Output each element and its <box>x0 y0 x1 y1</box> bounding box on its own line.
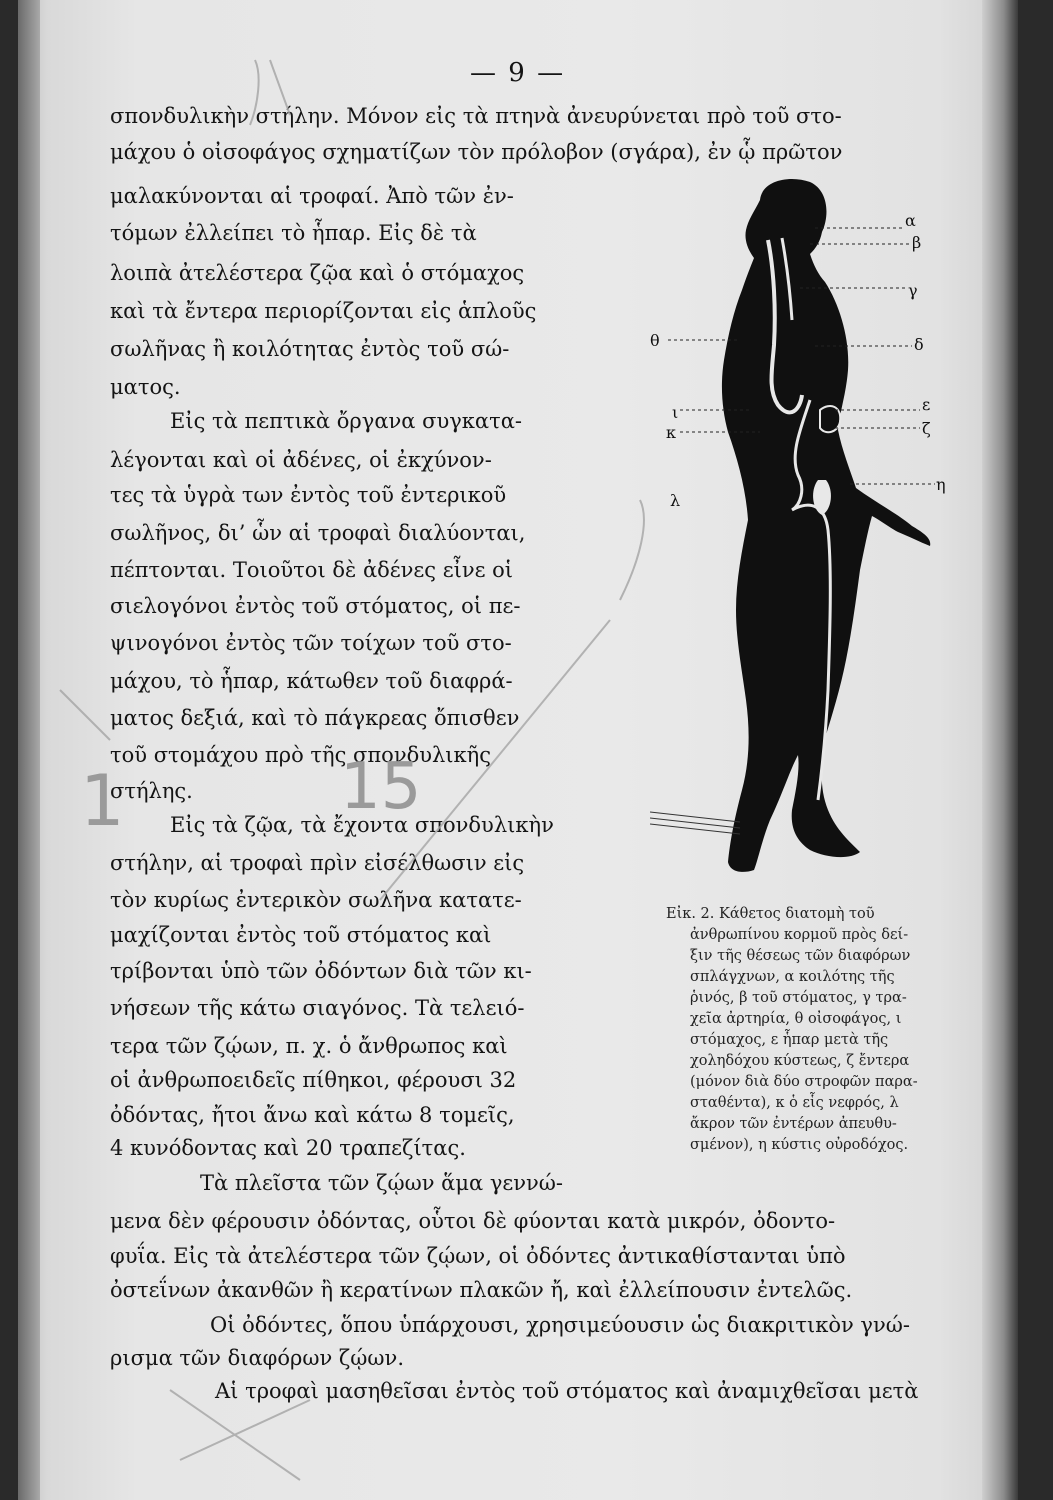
caption-line: σπλάγχνων, α κοιλότης τῆς <box>690 969 895 985</box>
caption-line: στόμαχος, ε ἧπαρ μετὰ τῆς <box>690 1032 889 1048</box>
text-line: ρισμα τῶν διαφόρων ζῴων. <box>110 1346 404 1370</box>
text-line: στήλης. <box>110 779 193 803</box>
caption-line: ῥινός, β τοῦ στόματος, γ τρα- <box>690 990 907 1006</box>
label-gamma: γ <box>908 281 918 300</box>
text-line: ματος. <box>110 375 181 399</box>
text-line: σιελογόνοι ἐντὸς τοῦ στόματος, οἱ πε- <box>110 594 521 618</box>
label-lambda: λ <box>670 491 681 510</box>
text-line: τερα τῶν ζῴων, π. χ. ὁ ἄνθρωπος καὶ <box>110 1034 508 1058</box>
text-line: τόμων ἐλλείπει τὸ ἧπαρ. Εἰς δὲ τὰ <box>110 221 477 245</box>
text-line: οἱ ἀνθρωποειδεῖς πίθηκοι, φέρουσι 32 <box>110 1068 517 1092</box>
text-line: 4 κυνόδοντας καὶ 20 τραπεζίτας. <box>110 1136 466 1160</box>
label-iota: ι <box>672 403 679 422</box>
pencil-note-15: 15 <box>340 750 422 824</box>
caption-line: Εἰκ. 2. Κάθετος διατομὴ τοῦ <box>666 906 875 922</box>
text-line: νήσεων τῆς κάτω σιαγόνος. Τὰ τελειό- <box>110 996 525 1020</box>
label-beta: β <box>912 233 922 252</box>
text-line: σπονδυλικὴν στήλην. Μόνον εἰς τὰ πτηνὰ ἀνευρύνεται πρὸ τοῦ στο- <box>110 104 842 128</box>
caption-line: ἀνθρωπίνου κορμοῦ πρὸς δεί- <box>690 927 909 943</box>
text-line: φυΐα. Εἰς τὰ ἀτελέστερα τῶν ζῴων, οἱ ὀδόντες ἀντικαθίστανται ὑπὸ <box>110 1244 846 1268</box>
label-kappa: κ <box>666 423 676 442</box>
label-eta: η <box>936 475 946 494</box>
text-line: μάχου ὁ οἰσοφάγος σχηματίζων τὸν πρόλοβον (σγάρα), ἐν ᾧ πρῶτον <box>110 140 843 164</box>
label-epsilon: ε <box>922 395 931 414</box>
text-line: ματος δεξιά, καὶ τὸ πάγκρεας ὄπισθεν <box>110 706 520 730</box>
label-alpha: α <box>905 211 916 230</box>
caption-line: σμένον), η κύστις οὐροδόχος. <box>690 1137 909 1153</box>
caption-line: χεῖα ἀρτηρία, θ οἰσοφάγος, ι <box>690 1011 902 1027</box>
text-line: μαχίζονται ἐντὸς τοῦ στόματος καὶ <box>110 923 492 947</box>
text-line: τες τὰ ὑγρὰ των ἐντὸς τοῦ ἐντερικοῦ <box>110 483 507 507</box>
text-line: τοῦ στομάχου πρὸ τῆς σπονδυλικῆς <box>110 743 492 767</box>
page-number: — 9 — <box>470 58 566 88</box>
pencil-note-1: 1 <box>80 760 125 842</box>
text-line: σωλῆνος, δι’ ὧν αἱ τροφαὶ διαλύονται, <box>110 521 526 545</box>
label-zeta: ζ <box>922 419 931 438</box>
text-line: καὶ τὰ ἔντερα περιορίζονται εἰς ἁπλοῦς <box>110 299 537 323</box>
caption-line: (μόνον διὰ δύο στροφῶν παρα- <box>690 1074 918 1090</box>
text-line: Τὰ πλεῖστα τῶν ζῴων ἅμα γεννώ- <box>200 1171 564 1195</box>
text-line: μάχου, τὸ ἧπαρ, κάτωθεν τοῦ διαφρά- <box>110 669 513 693</box>
text-line: Εἰς τὰ ζῷα, τὰ ἔχοντα σπονδυλικὴν <box>170 813 554 837</box>
text-line: Αἱ τροφαὶ μασηθεῖσαι ἐντὸς τοῦ στόματος καὶ ἀναμιχθεῖσαι μετὰ <box>215 1379 919 1403</box>
caption-line: σταθέντα), κ ὁ εἷς νεφρός, λ <box>690 1095 899 1111</box>
text-line: τὸν κυρίως ἐντερικὸν σωλῆνα κατατε- <box>110 888 522 912</box>
label-delta: δ <box>914 335 924 354</box>
text-line: μενα δὲν φέρουσιν ὀδόντας, οὗτοι δὲ φύονται κατὰ μικρόν, ὀδοντο- <box>110 1209 836 1233</box>
text-line: λοιπὰ ἀτελέστερα ζῷα καὶ ὁ στόμαχος <box>110 261 525 285</box>
caption-line: ἄκρον τῶν ἐντέρων ἀπευθυ- <box>690 1116 897 1132</box>
text-line: ψινογόνοι ἐντὸς τῶν τοίχων τοῦ στο- <box>110 631 512 655</box>
text-line: Οἱ ὀδόντες, ὅπου ὑπάρχουσι, χρησιμεύουσιν ὡς διακριτικὸν γνώ- <box>210 1313 910 1337</box>
text-line: τρίβονται ὑπὸ τῶν ὀδόντων διὰ τῶν κι- <box>110 959 532 983</box>
text-line: πέπτονται. Τοιοῦτοι δὲ ἀδένες εἶνε οἱ <box>110 558 514 582</box>
text-line: ὀστεΐνων ἀκανθῶν ἢ κερατίνων πλακῶν ἤ, καὶ ἐλλείπουσιν ἐντελῶς. <box>110 1278 853 1302</box>
text-line: Εἰς τὰ πεπτικὰ ὄργανα συγκατα- <box>170 409 522 433</box>
caption-line: χοληδόχου κύστεως, ζ ἔντερα <box>690 1053 910 1069</box>
caption-line: ξιν τῆς θέσεως τῶν διαφόρων <box>690 948 911 964</box>
text-line: μαλακύνονται αἱ τροφαί. Ἀπὸ τῶν ἐν- <box>110 184 514 208</box>
text-line: στήλην, αἱ τροφαὶ πρὶν εἰσέλθωσιν εἰς <box>110 851 525 875</box>
label-theta: θ <box>650 331 660 350</box>
text-line: ὀδόντας, ἤτοι ἄνω καὶ κάτω 8 τομεῖς, <box>110 1103 515 1127</box>
text-line: σωλῆνας ἢ κοιλότητας ἐντὸς τοῦ σώ- <box>110 337 510 361</box>
text-line: λέγονται καὶ οἱ ἀδένες, οἱ ἐκχύνον- <box>110 448 492 472</box>
